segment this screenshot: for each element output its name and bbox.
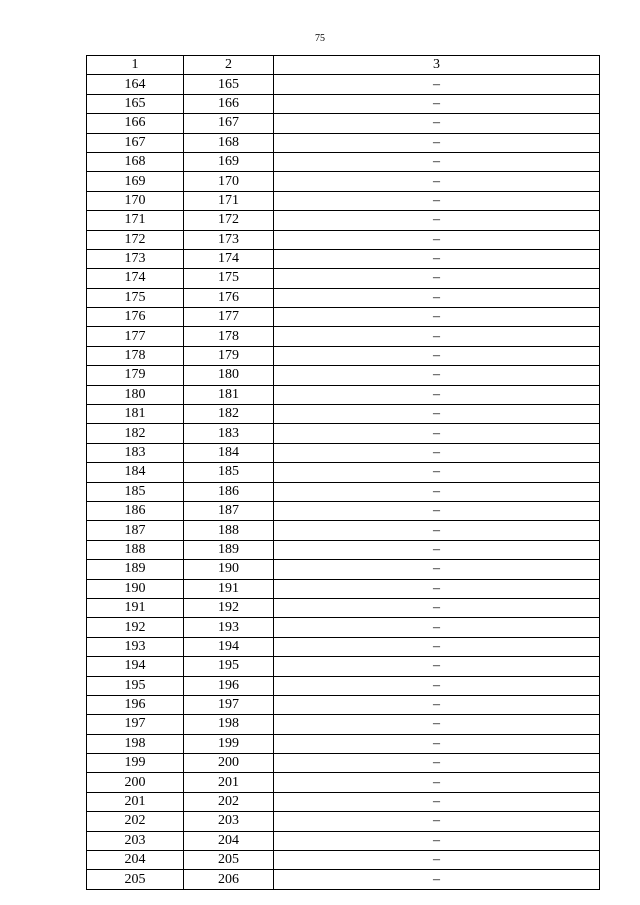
table-cell-col-3: – <box>274 172 600 191</box>
table-row <box>87 812 600 831</box>
table-cell-col-1: 180 <box>87 385 184 404</box>
table-row <box>87 133 600 152</box>
table-row <box>87 657 600 676</box>
table-cell-col-1: 168 <box>87 152 184 171</box>
table-cell-col-3: – <box>274 715 600 734</box>
table-cell-col-3: – <box>274 424 600 443</box>
table-cell-col-1: 198 <box>87 734 184 753</box>
table-cell-col-3: – <box>274 540 600 559</box>
column-header-3: 3 <box>274 56 600 75</box>
table-cell-col-2: 183 <box>184 424 274 443</box>
table-cell-col-3: – <box>274 94 600 113</box>
table-cell-col-3: – <box>274 211 600 230</box>
table-cell-col-3: – <box>274 269 600 288</box>
table-cell-col-1: 200 <box>87 773 184 792</box>
table-row <box>87 288 600 307</box>
table-cell-col-1: 194 <box>87 657 184 676</box>
table-row <box>87 773 600 792</box>
table-cell-col-3: – <box>274 637 600 656</box>
table-row <box>87 94 600 113</box>
table-cell-col-1: 197 <box>87 715 184 734</box>
table-row <box>87 831 600 850</box>
table-row <box>87 424 600 443</box>
table-row <box>87 269 600 288</box>
table-cell-col-3: – <box>274 152 600 171</box>
table-cell-col-2: 184 <box>184 443 274 462</box>
table-cell-col-3: – <box>274 346 600 365</box>
table-cell-col-3: – <box>274 405 600 424</box>
table-cell-col-3: – <box>274 501 600 520</box>
table-cell-col-3: – <box>274 812 600 831</box>
table-cell-col-2: 167 <box>184 114 274 133</box>
table-row <box>87 327 600 346</box>
table-cell-col-1: 196 <box>87 695 184 714</box>
table-cell-col-2: 187 <box>184 501 274 520</box>
table-cell-col-2: 165 <box>184 75 274 94</box>
table-row <box>87 75 600 94</box>
table-cell-col-2: 197 <box>184 695 274 714</box>
table-cell-col-3: – <box>274 443 600 462</box>
table-cell-col-1: 195 <box>87 676 184 695</box>
table-cell-col-1: 166 <box>87 114 184 133</box>
table-cell-col-2: 185 <box>184 463 274 482</box>
table-cell-col-2: 174 <box>184 249 274 268</box>
table-row <box>87 191 600 210</box>
table-cell-col-3: – <box>274 579 600 598</box>
table-cell-col-2: 189 <box>184 540 274 559</box>
table-cell-col-1: 177 <box>87 327 184 346</box>
table-cell-col-2: 202 <box>184 792 274 811</box>
table-row <box>87 754 600 773</box>
table-header-row <box>87 56 600 75</box>
table-cell-col-2: 188 <box>184 521 274 540</box>
table-cell-col-3: – <box>274 308 600 327</box>
table-cell-col-2: 176 <box>184 288 274 307</box>
table-row <box>87 385 600 404</box>
table-cell-col-1: 190 <box>87 579 184 598</box>
table-row <box>87 676 600 695</box>
table-cell-col-1: 181 <box>87 405 184 424</box>
table-row <box>87 695 600 714</box>
table-cell-col-1: 170 <box>87 191 184 210</box>
table-cell-col-1: 176 <box>87 308 184 327</box>
table-cell-col-2: 179 <box>184 346 274 365</box>
table-row <box>87 734 600 753</box>
table-cell-col-1: 165 <box>87 94 184 113</box>
table-cell-col-2: 206 <box>184 870 274 889</box>
table-row <box>87 501 600 520</box>
table-row <box>87 172 600 191</box>
table-cell-col-3: – <box>274 773 600 792</box>
table-cell-col-1: 169 <box>87 172 184 191</box>
table-cell-col-1: 183 <box>87 443 184 462</box>
table-cell-col-3: – <box>274 618 600 637</box>
table-cell-col-3: – <box>274 133 600 152</box>
table-cell-col-2: 181 <box>184 385 274 404</box>
table-cell-col-2: 171 <box>184 191 274 210</box>
table-row <box>87 366 600 385</box>
table-cell-col-2: 168 <box>184 133 274 152</box>
table-cell-col-1: 201 <box>87 792 184 811</box>
table-cell-col-2: 191 <box>184 579 274 598</box>
table-cell-col-1: 189 <box>87 560 184 579</box>
table-cell-col-1: 193 <box>87 637 184 656</box>
table-cell-col-1: 199 <box>87 754 184 773</box>
table-row <box>87 152 600 171</box>
table-cell-col-2: 200 <box>184 754 274 773</box>
table-cell-col-1: 202 <box>87 812 184 831</box>
table-row <box>87 560 600 579</box>
table-cell-col-1: 187 <box>87 521 184 540</box>
table-cell-col-2: 180 <box>184 366 274 385</box>
table-row <box>87 598 600 617</box>
table-cell-col-3: – <box>274 831 600 850</box>
table-cell-col-3: – <box>274 230 600 249</box>
table-cell-col-3: – <box>274 521 600 540</box>
table-cell-col-3: – <box>274 114 600 133</box>
table-cell-col-1: 184 <box>87 463 184 482</box>
table-cell-col-2: 196 <box>184 676 274 695</box>
table-cell-col-3: – <box>274 463 600 482</box>
table-cell-col-2: 199 <box>184 734 274 753</box>
table-cell-col-3: – <box>274 657 600 676</box>
table-cell-col-2: 194 <box>184 637 274 656</box>
table-cell-col-2: 172 <box>184 211 274 230</box>
table-cell-col-3: – <box>274 598 600 617</box>
table-cell-col-1: 174 <box>87 269 184 288</box>
table-cell-col-3: – <box>274 482 600 501</box>
table-cell-col-1: 186 <box>87 501 184 520</box>
table-row <box>87 230 600 249</box>
table-row <box>87 637 600 656</box>
table-cell-col-1: 175 <box>87 288 184 307</box>
table-cell-col-3: – <box>274 792 600 811</box>
table-cell-col-1: 167 <box>87 133 184 152</box>
table-cell-col-3: – <box>274 754 600 773</box>
table-cell-col-1: 164 <box>87 75 184 94</box>
table-header <box>87 56 600 75</box>
table-cell-col-3: – <box>274 870 600 889</box>
table-cell-col-3: – <box>274 734 600 753</box>
table-cell-col-2: 175 <box>184 269 274 288</box>
table-cell-col-2: 198 <box>184 715 274 734</box>
table-row <box>87 482 600 501</box>
table-cell-col-2: 169 <box>184 152 274 171</box>
table-row <box>87 211 600 230</box>
table-cell-col-1: 204 <box>87 851 184 870</box>
table-cell-col-2: 190 <box>184 560 274 579</box>
table-cell-col-1: 191 <box>87 598 184 617</box>
table-row <box>87 521 600 540</box>
table-cell-col-2: 170 <box>184 172 274 191</box>
table-cell-col-2: 205 <box>184 851 274 870</box>
table-cell-col-3: – <box>274 249 600 268</box>
table-row <box>87 308 600 327</box>
table-cell-col-2: 186 <box>184 482 274 501</box>
table-cell-col-2: 177 <box>184 308 274 327</box>
table-cell-col-1: 178 <box>87 346 184 365</box>
table-cell-col-2: 201 <box>184 773 274 792</box>
table-cell-col-2: 204 <box>184 831 274 850</box>
table-cell-col-1: 188 <box>87 540 184 559</box>
table-row <box>87 114 600 133</box>
table-row <box>87 249 600 268</box>
table-row <box>87 443 600 462</box>
table-cell-col-2: 203 <box>184 812 274 831</box>
page-number: 75 <box>315 33 325 44</box>
table-cell-col-1: 182 <box>87 424 184 443</box>
table-cell-col-2: 195 <box>184 657 274 676</box>
table-cell-col-2: 182 <box>184 405 274 424</box>
table-cell-col-1: 173 <box>87 249 184 268</box>
table-cell-col-3: – <box>274 851 600 870</box>
table-cell-col-2: 178 <box>184 327 274 346</box>
table-row <box>87 463 600 482</box>
table-row <box>87 346 600 365</box>
table-cell-col-1: 172 <box>87 230 184 249</box>
table-cell-col-3: – <box>274 191 600 210</box>
table-row <box>87 715 600 734</box>
data-table <box>86 55 600 890</box>
table-row <box>87 540 600 559</box>
table-cell-col-3: – <box>274 327 600 346</box>
table-cell-col-3: – <box>274 288 600 307</box>
table-cell-col-2: 173 <box>184 230 274 249</box>
table-cell-col-3: – <box>274 560 600 579</box>
table-cell-col-2: 166 <box>184 94 274 113</box>
table-row <box>87 579 600 598</box>
table-row <box>87 405 600 424</box>
table-body <box>87 75 600 889</box>
column-header-1: 1 <box>87 56 184 75</box>
table-cell-col-3: – <box>274 695 600 714</box>
table-cell-col-1: 203 <box>87 831 184 850</box>
table-row <box>87 618 600 637</box>
table-cell-col-1: 205 <box>87 870 184 889</box>
table-cell-col-2: 192 <box>184 598 274 617</box>
table-cell-col-1: 171 <box>87 211 184 230</box>
table-cell-col-1: 192 <box>87 618 184 637</box>
table-cell-col-3: – <box>274 75 600 94</box>
table-row <box>87 851 600 870</box>
table-cell-col-3: – <box>274 676 600 695</box>
table-cell-col-2: 193 <box>184 618 274 637</box>
table-cell-col-1: 179 <box>87 366 184 385</box>
table-row <box>87 870 600 889</box>
table-row <box>87 792 600 811</box>
column-header-2: 2 <box>184 56 274 75</box>
table-cell-col-3: – <box>274 385 600 404</box>
table-cell-col-3: – <box>274 366 600 385</box>
table-cell-col-1: 185 <box>87 482 184 501</box>
